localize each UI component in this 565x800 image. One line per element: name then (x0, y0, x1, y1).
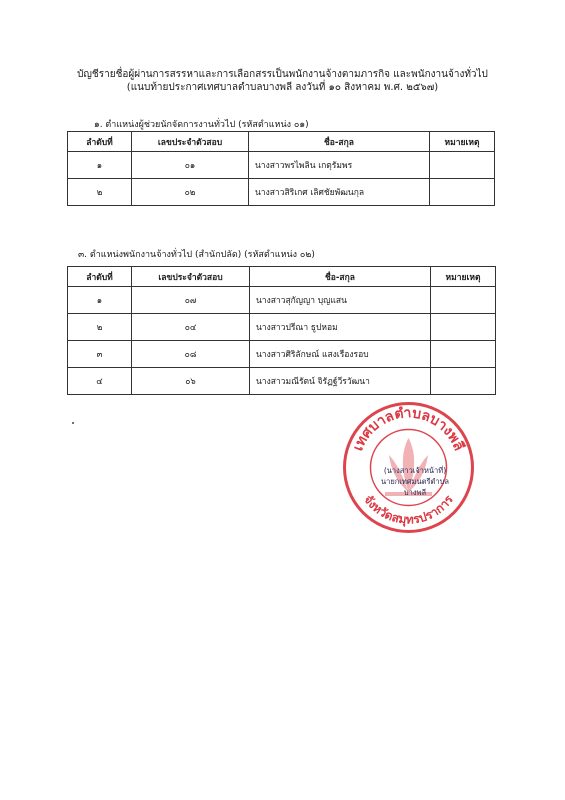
cell-note (431, 314, 496, 341)
col-header-note: หมายเหตุ (430, 132, 495, 152)
cell-no: ๔ (68, 368, 132, 395)
stray-mark (72, 422, 74, 424)
col-header-no: ลำดับที่ (68, 267, 132, 287)
cell-no: ๒ (68, 179, 132, 206)
col-header-name: ชื่อ-สกุล (250, 267, 431, 287)
title-line-2: (แนบท้ายประกาศเทศบาลตำบลบางพลี ลงวันที่ ๑๐ สิงหาคม พ.ศ. ๒๕๖๗) (126, 82, 439, 93)
cell-exam-id: ๐๘ (132, 341, 250, 368)
cell-note (430, 152, 495, 179)
cell-note (431, 341, 496, 368)
cell-name: นางสาวสิริเกศ เลิศชัยพัฒนกุล (249, 179, 430, 206)
title-line-1: บัญชีรายชื่อผู้ผ่านการสรรหาและการเลือกสรรเป็นพนักงานจ้างตามภารกิจ และพนักงานจ้างทั่วไป (77, 69, 488, 80)
cell-no: ๒ (68, 314, 132, 341)
col-header-name: ชื่อ-สกุล (249, 132, 430, 152)
cell-note (431, 287, 496, 314)
cell-no: ๑ (68, 287, 132, 314)
cell-exam-id: ๐๑ (132, 152, 249, 179)
table-row (68, 314, 496, 341)
signature-line-2: นายกเทศมนตรีตำบลบางพลี (381, 477, 449, 497)
col-header-exam-id: เลขประจำตัวสอบ (132, 132, 249, 152)
section1-heading: ๑. ตำแหน่งผู้ช่วยนักจัดการงานทั่วไป (รหัสตำแหน่ง ๐๑) (94, 120, 309, 130)
table-row (68, 179, 495, 206)
cell-name: นางสาวศิริลักษณ์ แสงเรืองรอบ (250, 341, 431, 368)
table-row (68, 152, 495, 179)
signature-block (370, 465, 460, 498)
cell-exam-id: ๐๗ (132, 287, 250, 314)
col-header-no: ลำดับที่ (68, 132, 132, 152)
cell-exam-id: ๐๒ (132, 179, 249, 206)
section2-table (67, 266, 496, 395)
col-header-exam-id: เลขประจำตัวสอบ (132, 267, 250, 287)
cell-name: นางสาวพรไพลิน เกตุรัมพร (249, 152, 430, 179)
cell-no: ๑ (68, 152, 132, 179)
table-row (68, 368, 496, 395)
section1-table (67, 131, 495, 206)
document-title (0, 68, 565, 94)
cell-note (430, 179, 495, 206)
seal-text-top: เทศบาลตำบลบางพลี (350, 404, 467, 454)
signature-line-1: (นางสาวเจ้าหน้าที่) (383, 466, 447, 475)
seal-text-bottom: จังหวัดสมุทรปราการ (361, 492, 456, 527)
section2-heading: ๓. ตำแหน่งพนักงานจ้างทั่วไป (สำนักปลัด) (รหัสตำแหน่ง ๐๒) (78, 250, 315, 260)
cell-note (431, 368, 496, 395)
table-row (68, 341, 496, 368)
cell-exam-id: ๐๖ (132, 368, 250, 395)
col-header-note: หมายเหตุ (431, 267, 496, 287)
table-header-row (68, 267, 496, 287)
cell-no: ๓ (68, 341, 132, 368)
cell-name: นางสาวปรีณา ธูปหอม (250, 314, 431, 341)
cell-name: นางสาวมณีรัตน์ จิรัฏฐ์วีรวัฒนา (250, 368, 431, 395)
cell-exam-id: ๐๔ (132, 314, 250, 341)
table-header-row (68, 132, 495, 152)
cell-name: นางสาวสุกัญญา บุญแสน (250, 287, 431, 314)
table-row (68, 287, 496, 314)
